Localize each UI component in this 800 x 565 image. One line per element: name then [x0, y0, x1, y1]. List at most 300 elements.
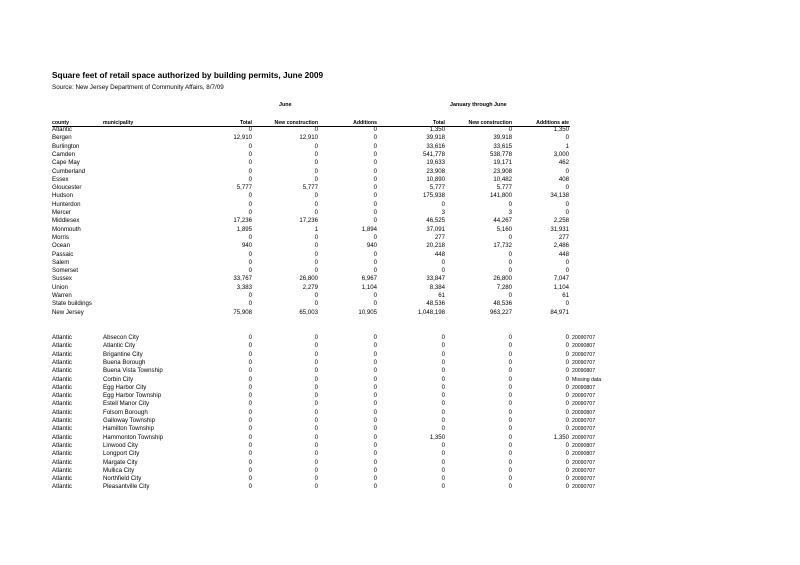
cell-ytd-additions: 2,258 [553, 217, 569, 225]
cell-ytd-total: 0 [441, 483, 445, 491]
cell-june-additions: 0 [373, 150, 377, 158]
cell-june-additions: 0 [373, 342, 377, 350]
cell-june-new: 0 [314, 400, 318, 408]
cell-june-total: 0 [248, 358, 252, 366]
cell-june-additions: 0 [373, 292, 377, 299]
cell-ytd-additions: 448 [558, 250, 569, 258]
cell-june-additions: 0 [373, 358, 377, 366]
cell-june-new: 0 [314, 475, 318, 483]
cell-june-total: 0 [248, 466, 252, 474]
report-date: 20090807 [572, 384, 596, 391]
cell-ytd-total: 1,350 [429, 433, 445, 441]
cell-june-additions: 0 [373, 466, 377, 474]
report-date: 20090707 [572, 418, 596, 424]
cell-june-total: 0 [248, 392, 252, 400]
county-name: Middlesex [52, 217, 80, 225]
cell-ytd-new: 141,800 [489, 192, 512, 200]
cell-ytd-new: 0 [508, 466, 512, 474]
report-date: 20090707 [572, 484, 596, 491]
cell-june-new: 0 [314, 375, 318, 383]
cell-ytd-new: 0 [508, 425, 512, 433]
cell-ytd-new: 0 [508, 375, 512, 383]
county-name: State buildings [52, 300, 92, 308]
cell-ytd-new: 5,777 [496, 184, 512, 192]
cell-june-additions: 1,104 [361, 283, 377, 291]
cell-june-additions: 0 [373, 334, 377, 341]
cell-ytd-total: 48,536 [426, 300, 445, 308]
cell-june-total: 0 [248, 258, 252, 266]
cell-ytd-new: 0 [508, 400, 512, 408]
cell-june-total: 0 [248, 175, 252, 183]
cell-june-total: 5,777 [236, 184, 252, 192]
county-name: Atlantic [52, 350, 72, 358]
cell-june-new: 0 [314, 392, 318, 400]
cell-june-new: 0 [314, 441, 318, 449]
cell-june-total: 0 [248, 267, 252, 275]
county-name: Somerset [52, 267, 79, 275]
cell-june-new: 2,279 [302, 283, 318, 291]
cell-june-additions: 0 [373, 184, 377, 192]
cell-ytd-total: 39,918 [426, 134, 445, 142]
cell-ytd-additions: 2,486 [553, 242, 569, 250]
county-name: Monmouth [52, 225, 81, 233]
cell-ytd-total: 0 [441, 466, 445, 474]
cell-ytd-new: 10,482 [493, 175, 512, 183]
cell-ytd-additions: 0 [565, 267, 569, 275]
cell-ytd-total: 0 [441, 458, 445, 466]
cell-ytd-total: 0 [441, 375, 445, 383]
cell-ytd-new: 3 [508, 209, 512, 216]
cell-ytd-additions: 0 [565, 367, 569, 375]
cell-ytd-additions: 0 [565, 342, 569, 350]
report-date: 20090707 [572, 434, 596, 441]
cell-ytd-additions: 0 [565, 350, 569, 358]
municipality-name: Absecon City [103, 334, 139, 341]
report-date: Missing data [572, 376, 602, 383]
cell-june-total: 0 [248, 292, 252, 299]
cell-june-total: 0 [248, 375, 252, 383]
cell-ytd-additions: 0 [565, 466, 569, 474]
cell-june-additions: 0 [373, 233, 377, 241]
cell-june-new: 0 [314, 209, 318, 216]
municipality-name: Atlantic City [103, 342, 136, 350]
cell-ytd-new: 19,171 [493, 159, 512, 167]
cell-june-total: 0 [248, 408, 252, 416]
municipality-name: Brigantine City [103, 350, 143, 358]
cell-june-total: 0 [248, 450, 252, 458]
municipality-name: Buena Vista Township [103, 367, 163, 375]
cell-june-additions: 0 [373, 267, 377, 275]
cell-june-total: 0 [248, 483, 252, 491]
cell-june-additions: 940 [366, 242, 377, 250]
report-date: 20090707 [572, 401, 596, 408]
cell-june-new: 0 [314, 458, 318, 466]
cell-ytd-new: 0 [508, 441, 512, 449]
cell-ytd-total: 277 [434, 233, 445, 241]
cell-ytd-additions: 0 [565, 400, 569, 408]
county-name: Warren [52, 292, 72, 299]
county-name: Atlantic [52, 433, 72, 441]
county-name: Atlantic [52, 417, 72, 424]
cell-june-total: 0 [248, 417, 252, 424]
cell-june-total: 0 [248, 233, 252, 241]
cell-ytd-additions: 0 [565, 300, 569, 308]
cell-june-additions: 0 [373, 167, 377, 175]
cell-june-total: 0 [248, 350, 252, 358]
cell-ytd-total: 33,847 [426, 275, 445, 283]
cell-june-new: 0 [314, 159, 318, 167]
cell-june-total: 0 [248, 433, 252, 441]
cell-ytd-total: 37,091 [426, 225, 445, 233]
cell-ytd-additions: 7,047 [553, 275, 569, 283]
cell-june-additions: 0 [373, 408, 377, 416]
cell-ytd-additions: 0 [565, 134, 569, 142]
county-name: Gloucester [52, 184, 82, 192]
cell-ytd-new: 48,536 [493, 300, 512, 308]
report-date: 20090707 [572, 351, 596, 358]
cell-ytd-new: 39,918 [493, 134, 512, 142]
cell-ytd-additions: 0 [565, 375, 569, 383]
county-name: Union [52, 283, 68, 291]
county-name: Burlington [52, 142, 80, 150]
cell-ytd-new: 0 [508, 350, 512, 358]
county-name: Bergen [52, 134, 72, 142]
cell-ytd-new: 0 [508, 383, 512, 391]
col-header-county: county [52, 120, 70, 126]
county-name: Atlantic [52, 483, 72, 491]
cell-june-additions: 0 [373, 350, 377, 358]
cell-ytd-additions: 0 [565, 475, 569, 483]
cell-june-new: 0 [314, 483, 318, 491]
municipality-name: Margate City [103, 458, 138, 466]
cell-june-total: 0 [248, 150, 252, 158]
county-name: Cumberland [52, 167, 86, 175]
cell-ytd-new: 0 [508, 408, 512, 416]
cell-june-total: 0 [248, 192, 252, 200]
county-name: Atlantic [52, 475, 72, 483]
cell-ytd-total: 175,938 [422, 192, 445, 200]
cell-ytd-total: 448 [434, 250, 445, 258]
report-date: 20090707 [572, 426, 596, 433]
cell-ytd-new: 0 [508, 483, 512, 491]
cell-ytd-total: 3 [441, 209, 445, 216]
cell-june-total: 940 [241, 242, 252, 250]
cell-ytd-total: 0 [441, 258, 445, 266]
cell-ytd-total: 0 [441, 450, 445, 458]
cell-june-total: 0 [248, 142, 252, 150]
cell-ytd-new: 0 [508, 267, 512, 275]
cell-ytd-total: 0 [441, 334, 445, 341]
cell-june-new: 0 [314, 383, 318, 391]
cell-june-additions: 0 [373, 417, 377, 424]
report-date: 20090707 [572, 335, 596, 341]
cell-ytd-additions: 408 [558, 175, 569, 183]
cell-ytd-total: 0 [441, 400, 445, 408]
cell-ytd-new: 963,227 [489, 308, 512, 316]
cell-ytd-additions: 277 [558, 233, 569, 241]
cell-ytd-total: 0 [441, 358, 445, 366]
municipality-name: Northfield City [103, 475, 142, 483]
cell-ytd-total: 10,890 [426, 175, 445, 183]
cell-june-additions: 0 [373, 367, 377, 375]
cell-ytd-new: 0 [508, 342, 512, 350]
county-name: New Jersey [52, 308, 84, 316]
report-date: 20090807 [572, 451, 596, 458]
cell-june-additions: 0 [373, 483, 377, 491]
cell-june-additions: 0 [373, 250, 377, 258]
municipality-name: Corbin City [103, 375, 134, 383]
cell-ytd-new: 17,732 [493, 242, 512, 250]
report-date: 20090707 [572, 359, 596, 366]
cell-june-additions: 10,905 [358, 308, 377, 316]
cell-ytd-new: 26,800 [493, 275, 512, 283]
cell-ytd-new: 5,160 [496, 225, 512, 233]
cell-june-total: 0 [248, 209, 252, 216]
cell-june-total: 12,910 [233, 134, 252, 142]
cell-june-new: 0 [314, 233, 318, 241]
cell-june-new: 0 [314, 242, 318, 250]
cell-ytd-new: 0 [508, 334, 512, 341]
cell-ytd-total: 1,350 [429, 126, 445, 133]
cell-ytd-total: 0 [441, 367, 445, 375]
cell-ytd-additions: 0 [565, 408, 569, 416]
cell-ytd-additions: 0 [565, 167, 569, 175]
cell-ytd-total: 61 [438, 292, 445, 299]
cell-june-new: 0 [314, 142, 318, 150]
cell-june-new: 0 [314, 200, 318, 208]
cell-ytd-additions: 0 [565, 417, 569, 424]
cell-june-additions: 6,967 [361, 275, 377, 283]
cell-june-additions: 0 [373, 475, 377, 483]
county-name: Atlantic [52, 334, 72, 341]
col-header-ytd-additions: Additions ate [536, 120, 569, 126]
municipality-name: Longport City [103, 450, 140, 458]
cell-ytd-additions: 61 [562, 292, 569, 299]
county-name: Atlantic [52, 367, 72, 375]
municipality-name: Galloway Township [103, 417, 156, 424]
cell-june-additions: 0 [373, 217, 377, 225]
cell-june-total: 0 [248, 383, 252, 391]
cell-ytd-additions: 0 [565, 200, 569, 208]
cell-june-additions: 0 [373, 392, 377, 400]
county-name: Atlantic [52, 126, 72, 133]
cell-june-total: 0 [248, 159, 252, 167]
cell-ytd-total: 23,908 [426, 167, 445, 175]
source-note: Source: New Jersey Department of Community Affairs, 8/7/09 [52, 84, 224, 91]
cell-june-new: 0 [314, 267, 318, 275]
cell-june-new: 0 [314, 150, 318, 158]
cell-ytd-additions: 34,138 [550, 192, 569, 200]
county-name: Salem [52, 258, 70, 266]
cell-june-additions: 0 [373, 134, 377, 142]
cell-june-new: 5,777 [302, 184, 318, 192]
cell-ytd-new: 0 [508, 258, 512, 266]
county-name: Hudson [52, 192, 74, 200]
cell-june-additions: 0 [373, 192, 377, 200]
municipality-name: Linwood City [103, 441, 138, 449]
county-name: Atlantic [52, 392, 72, 400]
report-date: 20090807 [572, 368, 596, 375]
cell-june-additions: 0 [373, 142, 377, 150]
cell-june-new: 0 [314, 167, 318, 175]
cell-june-additions: 0 [373, 175, 377, 183]
cell-june-total: 0 [248, 200, 252, 208]
cell-june-additions: 0 [373, 375, 377, 383]
cell-ytd-new: 33,615 [493, 142, 512, 150]
cell-june-total: 0 [248, 167, 252, 175]
cell-ytd-new: 0 [508, 126, 512, 133]
cell-ytd-total: 46,525 [426, 217, 445, 225]
cell-june-new: 0 [314, 126, 318, 133]
municipality-name: Folsom Borough [103, 408, 148, 416]
cell-june-total: 0 [248, 441, 252, 449]
cell-ytd-new: 0 [508, 200, 512, 208]
cell-june-total: 33,767 [233, 275, 252, 283]
cell-ytd-additions: 0 [565, 441, 569, 449]
cell-june-new: 0 [314, 466, 318, 474]
cell-ytd-total: 0 [441, 200, 445, 208]
cell-june-total: 0 [248, 334, 252, 341]
col-header-june-new: New construction [274, 120, 318, 126]
cell-ytd-total: 0 [441, 383, 445, 391]
cell-june-new: 26,800 [299, 275, 318, 283]
cell-ytd-new: 0 [508, 450, 512, 458]
cell-june-total: 0 [248, 400, 252, 408]
county-name: Atlantic [52, 375, 72, 383]
col-header-ytd-total: Total [432, 120, 445, 126]
cell-ytd-total: 0 [441, 392, 445, 400]
report-date: 20090807 [572, 343, 596, 350]
cell-june-new: 0 [314, 192, 318, 200]
cell-june-new: 1 [314, 225, 318, 233]
cell-june-new: 12,910 [299, 134, 318, 142]
cell-ytd-additions: 0 [565, 392, 569, 400]
county-name: Atlantic [52, 466, 72, 474]
cell-june-new: 0 [314, 417, 318, 424]
cell-june-total: 3,383 [236, 283, 252, 291]
county-name: Cape May [52, 159, 80, 167]
cell-ytd-additions: 3,000 [553, 150, 569, 158]
municipality-name: Egg Harbor Township [103, 392, 162, 400]
cell-june-new: 0 [314, 408, 318, 416]
cell-ytd-total: 0 [441, 342, 445, 350]
cell-ytd-total: 33,616 [426, 142, 445, 150]
cell-june-additions: 0 [373, 209, 377, 216]
cell-ytd-additions: 0 [565, 358, 569, 366]
cell-ytd-total: 0 [441, 441, 445, 449]
cell-ytd-new: 0 [508, 233, 512, 241]
cell-ytd-new: 0 [508, 433, 512, 441]
cell-june-new: 0 [314, 342, 318, 350]
municipality-name: Hamilton Township [103, 425, 155, 433]
cell-ytd-new: 0 [508, 292, 512, 299]
county-name: Camden [52, 150, 76, 158]
cell-ytd-new: 538,778 [489, 150, 512, 158]
cell-june-new: 17,236 [299, 217, 318, 225]
report-date: 20090807 [572, 442, 596, 449]
cell-ytd-additions: 84,971 [550, 308, 569, 316]
municipality-name: Hammonton Township [103, 433, 164, 441]
cell-ytd-total: 0 [441, 425, 445, 433]
cell-ytd-total: 1,048,198 [417, 308, 445, 316]
cell-ytd-total: 0 [441, 350, 445, 358]
cell-june-total: 0 [248, 300, 252, 308]
cell-june-new: 0 [314, 425, 318, 433]
cell-june-total: 0 [248, 475, 252, 483]
report-date: 20090807 [572, 409, 596, 416]
cell-june-total: 0 [248, 458, 252, 466]
cell-ytd-total: 8,384 [429, 283, 445, 291]
cell-june-additions: 1,894 [361, 225, 377, 233]
county-name: Atlantic [52, 425, 72, 433]
cell-june-additions: 0 [373, 258, 377, 266]
municipality-name: Pleasantville City [103, 483, 150, 491]
cell-ytd-total: 0 [441, 417, 445, 424]
municipality-name: Buena Borough [103, 358, 146, 366]
county-name: Atlantic [52, 441, 72, 449]
cell-ytd-additions: 0 [565, 184, 569, 192]
col-header-june-additions: Additions [353, 120, 377, 126]
group-header-june: June [279, 102, 292, 108]
cell-june-additions: 0 [373, 450, 377, 458]
cell-june-additions: 0 [373, 425, 377, 433]
cell-ytd-new: 0 [508, 475, 512, 483]
cell-ytd-total: 5,777 [429, 184, 445, 192]
cell-ytd-additions: 0 [565, 383, 569, 391]
cell-ytd-additions: 0 [565, 258, 569, 266]
report-date: 20090707 [572, 476, 596, 483]
cell-ytd-additions: 0 [565, 450, 569, 458]
cell-ytd-additions: 1 [565, 142, 569, 150]
county-name: Atlantic [52, 458, 72, 466]
cell-june-total: 0 [248, 126, 252, 133]
county-name: Atlantic [52, 450, 72, 458]
cell-ytd-new: 0 [508, 458, 512, 466]
header-underline [52, 126, 570, 127]
cell-ytd-total: 0 [441, 267, 445, 275]
report-date: 20090707 [572, 467, 596, 474]
cell-june-total: 0 [248, 425, 252, 433]
cell-june-additions: 0 [373, 159, 377, 167]
cell-ytd-additions: 1,350 [553, 126, 569, 133]
cell-june-additions: 0 [373, 300, 377, 308]
cell-june-new: 0 [314, 258, 318, 266]
cell-june-new: 65,003 [299, 308, 318, 316]
cell-ytd-additions: 0 [565, 425, 569, 433]
cell-ytd-new: 0 [508, 358, 512, 366]
cell-ytd-additions: 462 [558, 159, 569, 167]
cell-ytd-total: 0 [441, 475, 445, 483]
group-header-ytd: January through June [450, 102, 507, 108]
cell-june-new: 0 [314, 358, 318, 366]
col-header-ytd-new: New construction [468, 120, 512, 126]
cell-june-additions: 0 [373, 433, 377, 441]
report-date: 20090707 [572, 393, 596, 400]
county-name: Essex [52, 175, 69, 183]
cell-june-new: 0 [314, 292, 318, 299]
cell-ytd-new: 0 [508, 367, 512, 375]
county-name: Morris [52, 233, 69, 241]
cell-ytd-new: 7,280 [496, 283, 512, 291]
cell-june-new: 0 [314, 367, 318, 375]
municipality-name: Mullica City [103, 466, 135, 474]
cell-june-total: 75,908 [233, 308, 252, 316]
cell-june-additions: 0 [373, 458, 377, 466]
cell-june-total: 0 [248, 367, 252, 375]
cell-ytd-additions: 0 [565, 458, 569, 466]
cell-ytd-additions: 31,931 [550, 225, 569, 233]
cell-ytd-new: 0 [508, 392, 512, 400]
